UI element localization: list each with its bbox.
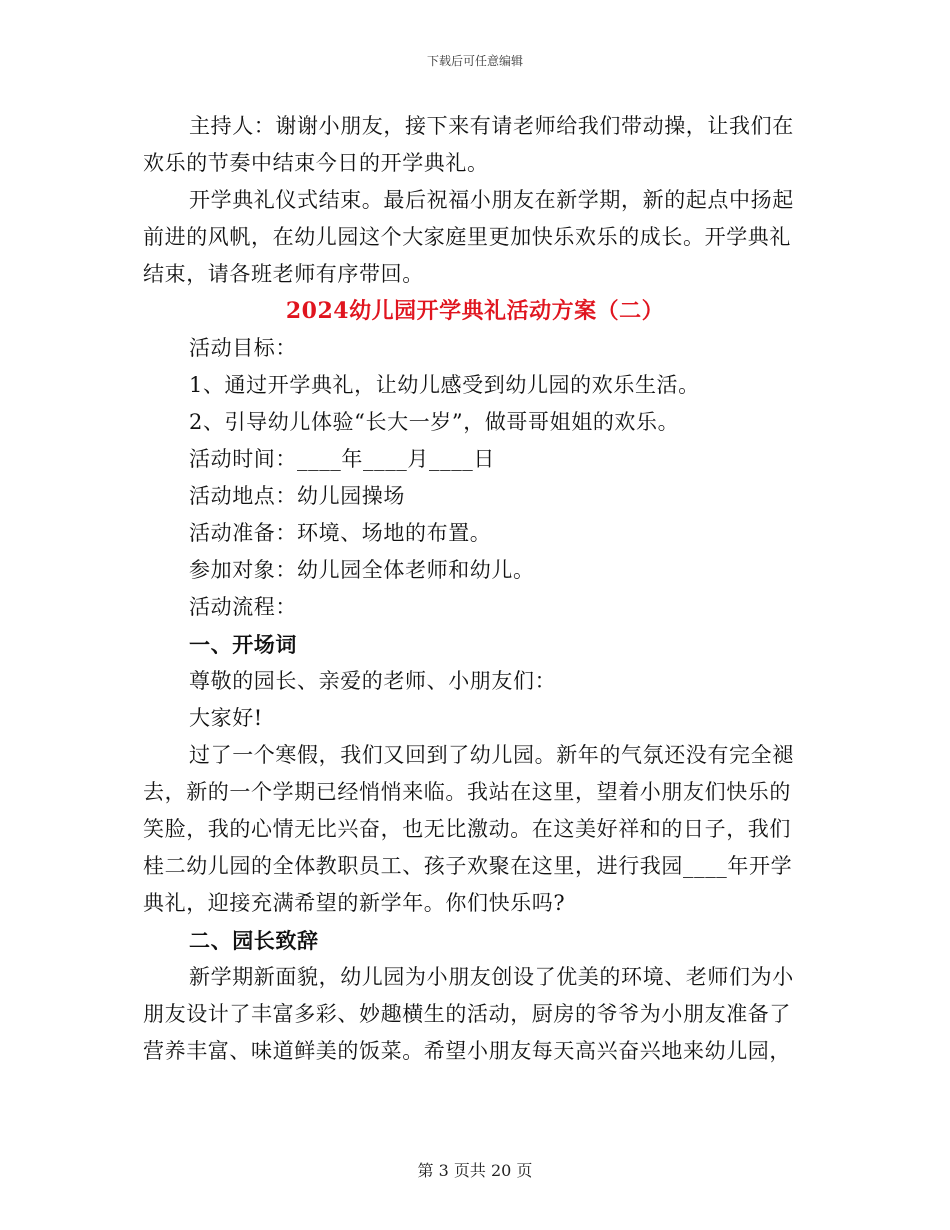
paragraph-line: 典礼，迎接充满希望的新学年。你们快乐吗? [143, 891, 566, 915]
activity-preparation: 活动准备：环境、场地的布置。 [189, 521, 492, 545]
paragraph-line: 尊敬的园长、亲爱的老师、小朋友们： [189, 669, 557, 693]
paragraph-line: 欢乐的节奏中结束今日的开学典礼。 [143, 151, 489, 175]
activity-participants: 参加对象：幼儿园全体老师和幼儿。 [189, 558, 535, 582]
section-title: 2024幼儿园开学典礼活动方案（二） [285, 298, 665, 324]
paragraph-line: 结束，请各班老师有序带回。 [143, 262, 424, 286]
page-header: 下载后可任意编辑 [426, 54, 523, 68]
paragraph-line: 过了一个寒假，我们又回到了幼儿园。新年的气氛还没有完全褪 [189, 743, 794, 767]
list-item: 1、通过开学典礼，让幼儿感受到幼儿园的欢乐生活。 [189, 373, 700, 397]
paragraph-line: 营养丰富、味道鲜美的饭菜。希望小朋友每天高兴奋兴地来幼儿园， [143, 1039, 791, 1063]
paragraph-line: 去，新的一个学期已经悄悄来临。我站在这里，望着小朋友们快乐的 [143, 780, 791, 804]
paragraph-line: 主持人：谢谢小朋友，接下来有请老师给我们带动操，让我们在 [189, 114, 794, 138]
paragraph-line: 活动目标： [189, 336, 297, 360]
paragraph-line: 大家好! [189, 706, 263, 730]
paragraph-line: 开学典礼仪式结束。最后祝福小朋友在新学期，新的起点中扬起 [189, 188, 794, 212]
paragraph-line: 朋友设计了丰富多彩、妙趣横生的活动，厨房的爷爷为小朋友准备了 [143, 1002, 791, 1026]
activity-location: 活动地点：幼儿园操场 [189, 484, 405, 508]
paragraph-line: 新学期新面貌，幼儿园为小朋友创设了优美的环境、老师们为小 [189, 965, 794, 989]
subheading: 一、开场词 [189, 632, 297, 657]
paragraph-line: 前进的风帆，在幼儿园这个大家庭里更加快乐欢乐的成长。开学典礼 [143, 225, 791, 249]
activity-process: 活动流程： [189, 595, 297, 619]
page-footer: 第 3 页共 20 页 [417, 1161, 533, 1180]
paragraph-line: 桂二幼儿园的全体教职员工、孩子欢聚在这里，进行我园____年开学 [143, 854, 793, 878]
subheading: 二、园长致辞 [189, 928, 319, 953]
document-body [143, 108, 807, 1070]
list-item: 2、引导幼儿体验“长大一岁”，做哥哥姐姐的欢乐。 [189, 410, 680, 434]
activity-time: 活动时间：____年____月____日 [189, 447, 495, 471]
paragraph-line: 笑脸，我的心情无比兴奋，也无比激动。在这美好祥和的日子，我们 [143, 817, 791, 841]
